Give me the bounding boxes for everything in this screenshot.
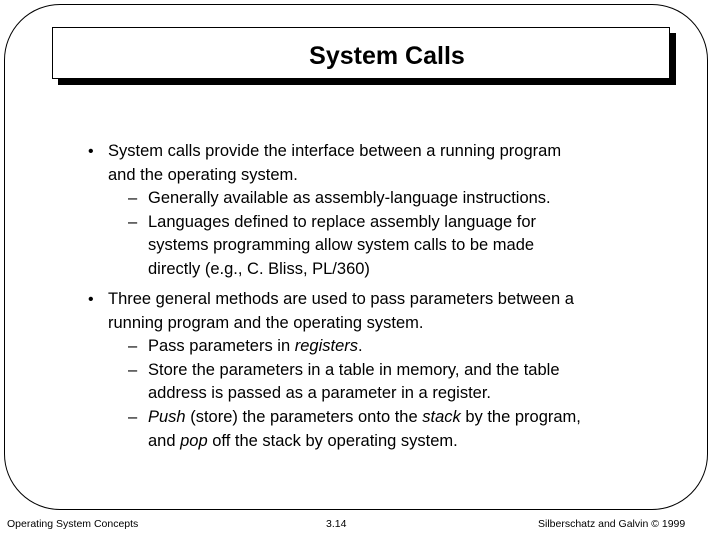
text-segment: Languages defined to replace assembly language for xyxy=(148,212,537,231)
bullet-item-system-calls xyxy=(88,140,562,282)
text-segment: directly (e.g., C. Bliss, PL/360) xyxy=(148,259,370,278)
bullet-dot: • xyxy=(88,143,94,160)
text-segment: (store) the parameters onto the xyxy=(185,407,423,426)
text-segment: address is passed as a parameter in a register. xyxy=(148,384,492,403)
slide-title: System Calls xyxy=(309,41,465,70)
emphasized-term: registers xyxy=(294,337,359,356)
sub-bullet-line xyxy=(108,430,581,454)
sub-bullet-line xyxy=(108,187,561,211)
emphasized-term: stack xyxy=(422,407,461,426)
bullet-line: System calls provide the interface between a running program xyxy=(108,142,562,160)
text-segment: and xyxy=(148,431,181,450)
bullet-line: and the operating system. xyxy=(108,165,298,184)
bullet-item-parameter-methods xyxy=(88,288,581,453)
sub-bullet-line xyxy=(108,335,581,359)
sub-bullet-line xyxy=(108,406,581,430)
dash-marker: – xyxy=(128,360,138,379)
bullet-line: running program and the operating system. xyxy=(108,313,424,332)
footer-course-title: Operating System Concepts xyxy=(7,518,139,530)
footer-page-number: 3.14 xyxy=(326,518,347,530)
sub-bullet-line xyxy=(108,359,581,383)
emphasized-term: pop xyxy=(180,431,208,450)
sub-bullet-line xyxy=(108,382,581,406)
text-segment: off the stack by operating system. xyxy=(207,431,458,450)
dash-marker: – xyxy=(128,212,138,231)
dash-marker: – xyxy=(128,337,138,356)
text-segment: Store the parameters in a table in memory, and the table xyxy=(148,360,560,379)
text-segment: Generally available as assembly-language instructions. xyxy=(148,189,551,208)
bullet-line: Three general methods are used to pass parameters between a xyxy=(108,290,574,308)
emphasized-term: Push xyxy=(148,407,186,426)
text-segment: Pass parameters in xyxy=(148,337,295,356)
sub-bullet-line xyxy=(108,258,561,282)
sub-bullet-line xyxy=(108,211,561,235)
dash-marker: – xyxy=(128,407,138,426)
bullet-dot: • xyxy=(88,291,94,308)
text-segment: . xyxy=(358,337,363,356)
dash-marker: – xyxy=(128,189,138,208)
sub-bullet-line xyxy=(108,234,561,258)
footer-copyright: Silberschatz and Galvin © 1999 xyxy=(538,518,686,530)
text-segment: systems programming allow system calls to be made xyxy=(148,236,535,255)
text-segment: by the program, xyxy=(460,407,581,426)
